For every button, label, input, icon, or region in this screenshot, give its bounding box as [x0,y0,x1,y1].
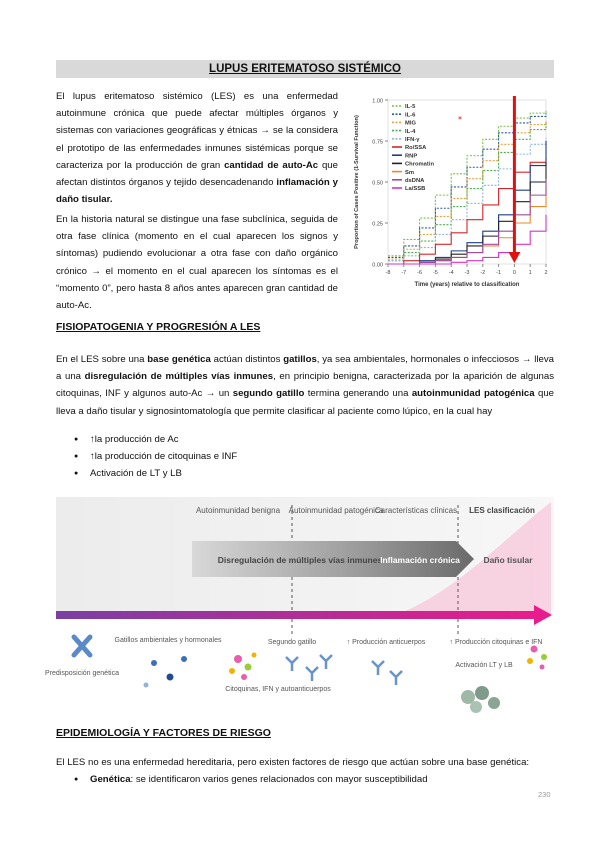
x-tick-label: -2 [480,270,486,276]
legend-label: MIG [405,120,416,127]
stage-inflamacion: Inflamación crónica [380,555,460,565]
phase-label-clinicas: Características clínicas [374,506,458,515]
y-tick-label: 0.00 [372,262,383,269]
legend-label: IFN-γ [405,137,420,143]
x-tick-label: 0 [512,270,516,276]
page-title: LUPUS ERITEMATOSO SISTÉMICO [209,63,401,75]
page-title-bar [56,60,554,78]
s1-b2: gatillos [283,354,317,365]
item-predisposicion: Predisposición genética [45,670,119,677]
x-tick-label: -7 [401,270,407,276]
x-tick-label: -8 [385,270,391,276]
item-gatillos: Gatillos ambientales y hormonales [114,637,222,644]
legend-label: IL-4 [405,128,416,135]
section1-bullet-list [74,431,237,482]
phase-label-clasificacion: LES clasificación [469,506,535,515]
x-tick-label: -3 [464,270,470,276]
item-activacion: Activación LT y LB [455,662,513,669]
legend-label: Sm [405,169,415,176]
legend-label: RNP [405,153,418,160]
x-axis-label: Time (years) relative to classification [414,282,520,288]
legend-label: IL-6 [405,112,416,119]
section2-paragraph: El LES no es una enfermedad hereditaria, pero existen factores de riesgo que actúan sobre una base genética: [56,757,530,768]
s1-t6: que lleva a daño tisular y signosintomatología que permite clasificar al paciente como lúpico, en la cual hay [56,388,554,417]
asterisk-marker: * [458,115,462,124]
legend-label: La/SSB [405,186,426,193]
genetica-text: : se identificaron varios genes relacionados con mayor susceptibilidad [130,774,428,785]
list-item: ● ↑la producción de citoquinas e INF [74,448,237,465]
s1-t5: termina generando una [304,388,412,400]
s1-b3: disregulación de múltiples vías inmunes [84,371,274,383]
y-tick-label: 0.25 [372,221,383,228]
legend-label: dsDNA [405,178,425,184]
intro-paragraph-1 [56,88,338,208]
section-heading-epidemiologia: EPIDEMIOLOGÍA Y FACTORES DE RIESGO [56,727,271,739]
intro-bold-inflamacion: inflamación y daño tisular. [56,177,339,206]
list-item: ● ↑la producción de Ac [74,431,237,448]
x-tick-label: -6 [417,270,423,276]
intro-text-c: que afectan distintos órganos y tejido desencadenando [56,159,338,189]
genetica-label: Genética [90,774,131,785]
y-axis-label: Proportion of Cases Positive (1-Survival Function) [354,115,360,249]
legend-label: Ro/SSA [405,145,427,152]
y-tick-label: 0.50 [372,180,383,187]
item-produccion-ac: ↑ Producción anticuerpos [346,639,426,646]
s1-t2: actúan distintos [210,354,284,365]
timeline-bar [56,611,534,619]
s1-t3: , ya sea ambientales, hormonales o infecciosos → lleva a una [56,354,554,383]
phase-label-benigna: Autoinmunidad benigna [195,506,281,515]
phase-label-patogenica: Autoinmunidad patogénica [288,506,384,515]
y-tick-label: 1.00 [372,98,383,105]
x-tick-label: -1 [496,270,502,276]
stage-dano: Daño tisular [483,555,533,565]
s1-t4: , en principio benigna, caracterizada por la aparición de algunas citoquinas, INF y algunos auto-Ac → un [56,371,554,400]
item-produccion-citoquinas: ↑ Producción citoquinas e IFN [449,639,543,646]
page-number: 230 [538,790,551,799]
autoantibody-chart [346,92,556,298]
pathogenesis-figure [45,497,554,719]
list-item [74,771,428,788]
s1-b1: base genética [147,354,211,365]
list-item: ● Activación de LT y LB [74,465,237,482]
intro-text-a: El lupus eritematoso sistémico (LES) es una enfermedad autoinmune crónica que puede afectar múltiples órganos y sistemas con variaciones geográficas y étnicas → se la considera el prototipo de las enfermedades inmunes sistémicas porque se caracteriza por la producción de gran [56,91,338,171]
intro-paragraph-2: En la historia natural se distingue una fase subclínica, seguida de otra fase clínica (momento en el cual aparecen los signos y síntomas) pudiendo evolucionar a otra fase con daño orgánico crónico → el momento en el cual aparecen los síntomas es el “momento 0”, pero hasta 8 años antes aparecen gran cantidad de auto-Ac. [56,214,338,312]
section-heading-fisiopatogenia: FISIOPATOGENIA Y PROGRESIÓN A LES [56,321,261,333]
section1-paragraph [56,351,554,420]
x-tick-label: -4 [448,270,454,276]
s1-b4: segundo gatillo [232,388,305,400]
s1-b5: autoinmunidad patogénica [411,388,535,400]
x-tick-label: 2 [544,270,548,276]
intro-bold-autoac: cantidad de auto-Ac [224,159,319,171]
y-tick-label: 0.75 [372,139,383,146]
legend-label: IL-5 [405,104,416,111]
item-citoquinas-ifn: Citoquinas, IFN y autoanticuerpos [225,686,331,693]
x-tick-label: 1 [528,270,532,276]
section2-bullet-list [74,771,428,788]
s1-t1: En el LES sobre una [56,354,148,365]
item-segundo-gatillo: Segundo gatillo [267,639,317,646]
x-tick-label: -5 [432,270,438,276]
stage-disregulacion: Disregulación de múltiples vías inmunes [217,555,383,565]
legend-label: Chromatin [405,161,434,168]
